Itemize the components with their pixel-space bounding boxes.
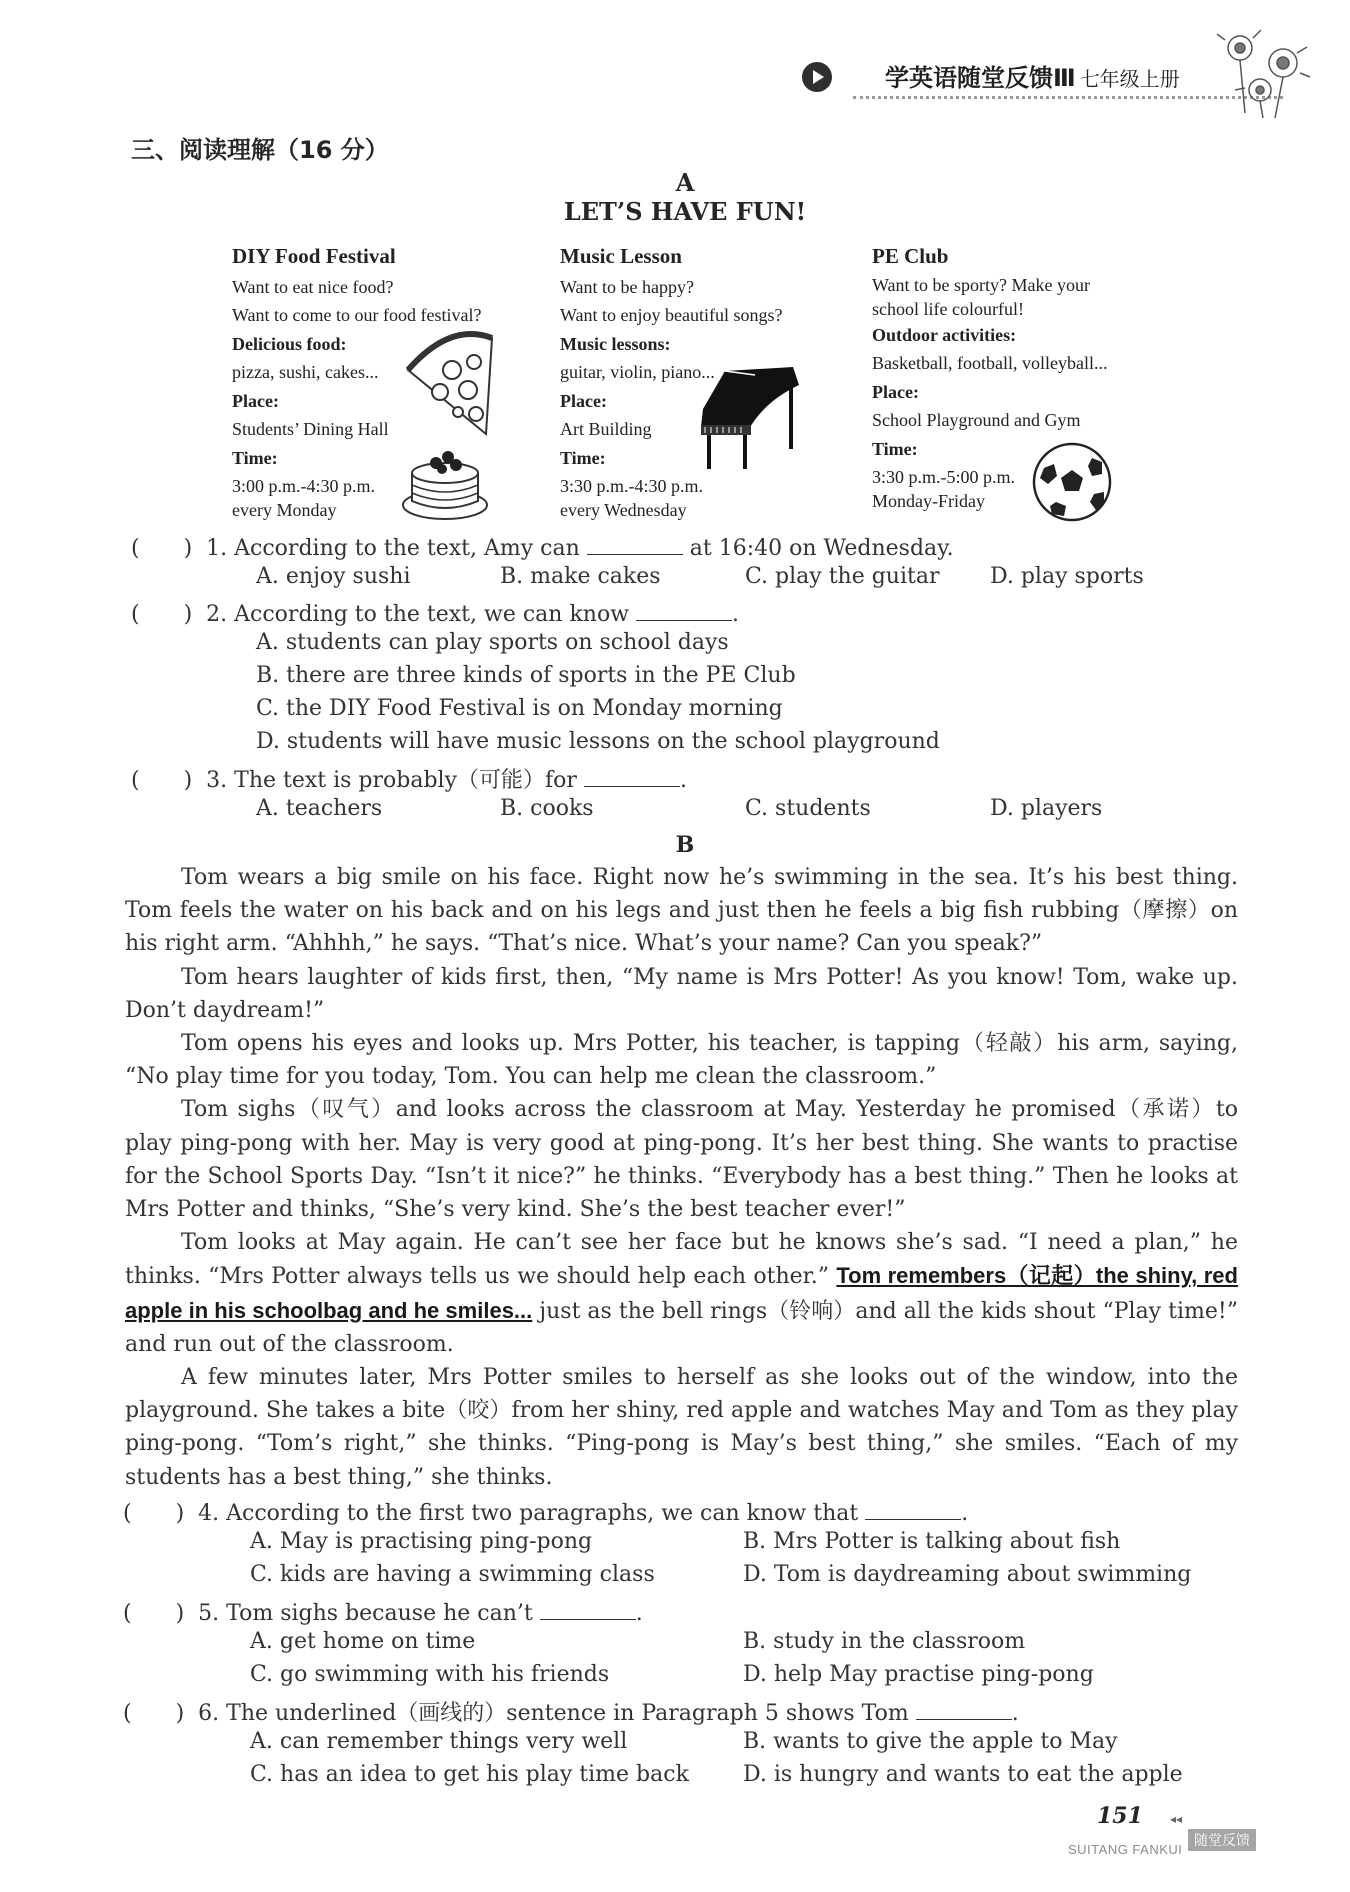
paragraph: Tom opens his eyes and looks up. Mrs Potter, his teacher, is tapping（轻敲）his arm, saying, “No play time for you today, Tom. You can help me clean the classroom.”	[125, 1031, 1238, 1090]
notice-value: School Playground and Gym	[872, 410, 1081, 430]
notice-value: 3:30 p.m.-4:30 p.m.	[560, 476, 703, 496]
option-3d[interactable]: D. players	[990, 796, 1103, 821]
notice-key: Delicious food:	[232, 333, 347, 354]
question-4	[123, 1496, 968, 1527]
grand-piano-icon	[695, 365, 803, 475]
option-2a[interactable]: A. students can play sports on school days	[256, 630, 729, 655]
notice-value: 3:00 p.m.-4:30 p.m.	[232, 476, 375, 496]
option-4a[interactable]: A. May is practising ping-pong	[250, 1529, 593, 1554]
play-circle-icon	[802, 62, 832, 92]
option-2b[interactable]: B. there are three kinds of sports in the PE Club	[256, 663, 796, 688]
option-5b[interactable]: B. study in the classroom	[743, 1629, 1026, 1654]
question-6	[123, 1696, 1019, 1727]
series-title: 学英语随堂反馈Ⅲ	[885, 64, 1076, 92]
answer-blank	[584, 772, 680, 787]
notice-value: Basketball, football, volleyball...	[872, 353, 1108, 373]
notice-key: Place:	[232, 390, 279, 411]
page-number: 151	[1097, 1803, 1143, 1829]
option-6a[interactable]: A. can remember things very well	[250, 1729, 628, 1754]
option-3b[interactable]: B. cooks	[500, 796, 594, 821]
passage-a-title: LET’S HAVE FUN!	[563, 197, 807, 226]
notice-key: Place:	[560, 390, 607, 411]
paragraph-5	[125, 1226, 1238, 1361]
question-stem-end: .	[1011, 1701, 1019, 1726]
question-stem-end: .	[635, 1601, 643, 1626]
question-2	[131, 597, 739, 628]
option-1d[interactable]: D. play sports	[990, 564, 1144, 589]
answer-blank	[587, 540, 683, 555]
notice-value: Monday-Friday	[872, 490, 985, 511]
question-stem-end: .	[732, 602, 740, 627]
answer-blank	[916, 1705, 1012, 1720]
arrow-left-icon: ◂◂	[1170, 1812, 1183, 1826]
notice-line: school life colourful!	[872, 298, 1024, 319]
answer-paren[interactable]: ( )	[123, 1601, 185, 1626]
footer-brand-badge: 随堂反馈	[1188, 1829, 1256, 1851]
question-stem: 1. According to the text, Amy can	[206, 536, 580, 561]
notice-key: Outdoor activities:	[872, 324, 1017, 345]
answer-blank	[636, 606, 732, 621]
answer-paren[interactable]: ( )	[131, 536, 193, 561]
soccer-ball-icon	[1030, 440, 1114, 524]
option-1a[interactable]: A. enjoy sushi	[256, 564, 411, 589]
pizza-slice-icon	[400, 330, 496, 438]
notice-title: Music Lesson	[560, 244, 682, 268]
notice-value: guitar, violin, piano...	[560, 362, 715, 382]
option-6c[interactable]: C. has an idea to get his play time back	[250, 1762, 689, 1787]
answer-paren[interactable]: ( )	[123, 1501, 185, 1526]
header-title	[885, 58, 1180, 93]
cake-icon	[400, 443, 490, 523]
footer-brand-en: SUITANG FANKUI	[1068, 1842, 1183, 1857]
question-stem: 2. According to the text, we can know	[206, 602, 630, 627]
question-stem-end: .	[961, 1501, 969, 1526]
passage-b-label: B	[675, 832, 695, 858]
question-stem-end: .	[679, 768, 687, 793]
grade-label: 七年级上册	[1079, 67, 1180, 91]
notice-key: Music lessons:	[560, 333, 671, 354]
notice-key: Time:	[232, 447, 278, 468]
notice-line: Want to come to our food festival?	[232, 305, 482, 325]
question-1	[131, 531, 954, 562]
notice-value: Art Building	[560, 419, 652, 439]
paragraph: Tom sighs（叹气）and looks across the classroom at May. Yesterday he promised（承诺）to play ping-pong with her. May is very good at ping-pong. It’s her best thing. She wants to practise for the School Sports Day. “Isn’t it nice?” he thinks. “Everybody has a best thing.” Then he looks at Mrs Potter and thinks, “She’s very kind. She’s the best teacher ever!”	[125, 1097, 1238, 1223]
paragraph: Tom hears laughter of kids first, then, “My name is Mrs Potter! As you know! Tom, wake up. Don’t daydream!”	[125, 964, 1238, 1023]
option-5c[interactable]: C. go swimming with his friends	[250, 1662, 610, 1687]
answer-blank	[540, 1605, 636, 1620]
paragraph: A few minutes later, Mrs Potter smiles to herself as she looks out of the window, into the playground. She takes a bite（咬）from her shiny, red apple and watches May and Tom as they play ping-pong. “Tom’s right,” she thinks. “Ping-pong is May’s best thing,” she smiles. “Each of my students has a best thing,” she thinks.	[125, 1365, 1238, 1490]
question-stem: 4. According to the first two paragraphs, we can know that	[198, 1501, 859, 1526]
question-stem: 3. The text is probably（可能）for	[206, 768, 577, 793]
option-4d[interactable]: D. Tom is daydreaming about swimming	[743, 1562, 1192, 1587]
option-3a[interactable]: A. teachers	[256, 796, 383, 821]
question-3	[131, 763, 687, 794]
option-4b[interactable]: B. Mrs Potter is talking about fish	[743, 1529, 1121, 1554]
option-2d[interactable]: D. students will have music lessons on the school playground	[256, 729, 940, 754]
notice-key: Time:	[560, 447, 606, 468]
notice-line: Want to enjoy beautiful songs?	[560, 305, 783, 325]
answer-paren[interactable]: ( )	[123, 1701, 185, 1726]
option-6d[interactable]: D. is hungry and wants to eat the apple	[743, 1762, 1183, 1787]
notice-value: 3:30 p.m.-5:00 p.m.	[872, 467, 1015, 487]
option-6b[interactable]: B. wants to give the apple to May	[743, 1729, 1118, 1754]
notice-line: Want to be sporty? Make your	[872, 274, 1090, 295]
option-1c[interactable]: C. play the guitar	[745, 564, 940, 589]
option-5d[interactable]: D. help May practise ping-pong	[743, 1662, 1094, 1687]
question-stem: 5. Tom sighs because he can’t	[198, 1601, 533, 1626]
notice-key: Place:	[872, 381, 919, 402]
question-stem: 6. The underlined（画线的）sentence in Paragraph 5 shows Tom	[198, 1701, 909, 1726]
p5-text-end: just as the bell rings（铃响）and all the kids shout “Play time!” and run out of the classroom.	[125, 1298, 1238, 1357]
option-3c[interactable]: C. students	[745, 796, 871, 821]
paragraph: Tom wears a big smile on his face. Right now he’s swimming in the sea. It’s his best thing. Tom feels the water on his back and on his legs and just then he feels a big fish rubbing（摩擦）on his right arm. “Ahhhh,” he says. “That’s nice. What’s your name? Can you speak?”	[125, 865, 1238, 957]
option-2c[interactable]: C. the DIY Food Festival is on Monday morning	[256, 696, 783, 721]
notice-value: pizza, sushi, cakes...	[232, 362, 379, 382]
option-5a[interactable]: A. get home on time	[250, 1629, 476, 1654]
notice-value: every Monday	[232, 499, 337, 520]
notice-line: Want to be happy?	[560, 276, 695, 297]
p5-text: Tom looks at May again. He can’t see her face but he knows she’s sad. “I need a plan,” he thinks. “Mrs Potter always tells us we should help each other.”	[125, 1230, 1238, 1290]
option-4c[interactable]: C. kids are having a swimming class	[250, 1562, 655, 1587]
answer-paren[interactable]: ( )	[131, 602, 193, 627]
underlined-sentence: Tom remembers（记起）the shiny, red apple in his schoolbag and he smiles...	[125, 1263, 1238, 1323]
question-stem-end: at 16:40 on Wednesday.	[689, 536, 954, 561]
notice-title: PE Club	[872, 244, 949, 268]
answer-blank	[865, 1505, 961, 1520]
question-5	[123, 1596, 643, 1627]
notice-title: DIY Food Festival	[232, 244, 396, 268]
answer-paren[interactable]: ( )	[131, 768, 193, 793]
notice-value: Students’ Dining Hall	[232, 419, 389, 439]
option-1b[interactable]: B. make cakes	[500, 564, 661, 589]
notice-key: Time:	[872, 438, 918, 459]
sunflower-decoration-icon	[1205, 18, 1325, 123]
passage-a-label: A	[675, 168, 695, 197]
passage-b-body	[125, 861, 1238, 1494]
notice-value: every Wednesday	[560, 499, 687, 520]
section-title: 三、阅读理解（16 分）	[131, 136, 389, 164]
notice-line: Want to eat nice food?	[232, 276, 394, 297]
